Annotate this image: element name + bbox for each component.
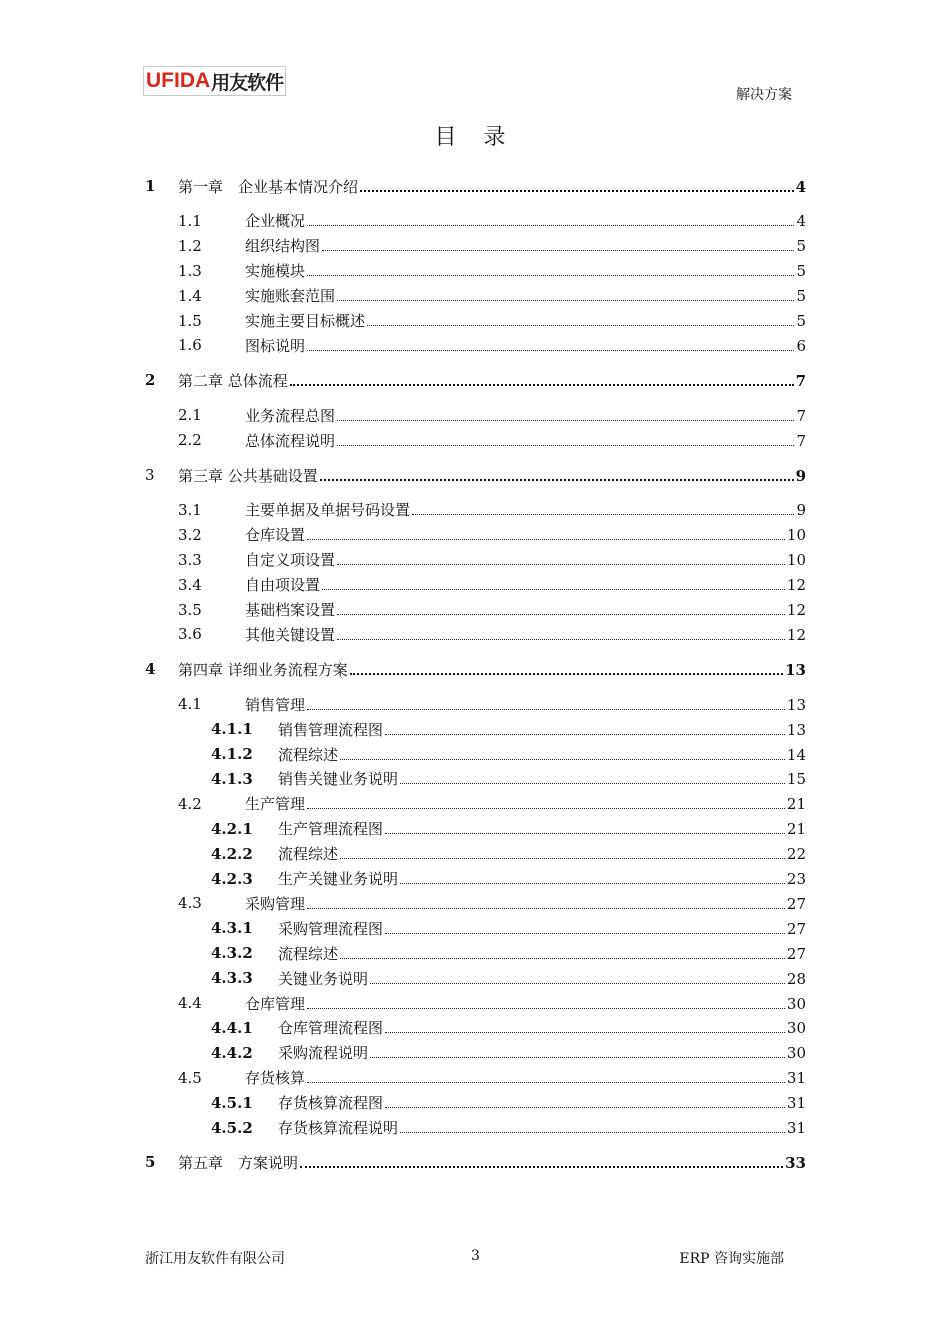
toc-leader-dots xyxy=(337,419,794,421)
toc-entry-title-line xyxy=(245,430,806,451)
toc-leader-dots xyxy=(337,613,785,615)
toc-leader-dots xyxy=(307,224,794,226)
toc-page-number: 6 xyxy=(796,336,806,355)
toc-leader-dots xyxy=(370,982,785,984)
toc-entry-title-line xyxy=(245,405,806,426)
toc-leader-dots xyxy=(337,299,794,301)
toc-leader-dots xyxy=(337,444,794,446)
toc-leader-dots xyxy=(290,383,794,386)
toc-entry-title: 流程综述 xyxy=(278,944,339,963)
toc-entry-row[interactable] xyxy=(145,966,806,990)
toc-page-number: 7 xyxy=(796,431,806,450)
toc-entry-title: 销售管理 xyxy=(245,695,306,714)
toc-entry-title: 仓库设置 xyxy=(245,526,306,545)
toc-entry-number: 3.6 xyxy=(178,625,202,644)
toc-page-number: 10 xyxy=(786,526,806,545)
toc-entry-title-line xyxy=(278,744,806,765)
footer-page-number: 3 xyxy=(471,1248,480,1264)
toc-entry-title-line xyxy=(245,993,806,1014)
toc-entry-title-line xyxy=(178,176,806,197)
toc-entry-row[interactable] xyxy=(145,284,806,308)
toc-entry-title-line xyxy=(245,549,806,570)
toc-entry-title-line xyxy=(245,893,806,914)
toc-entry-row[interactable] xyxy=(145,403,806,427)
toc-page-number: 7 xyxy=(795,371,806,390)
toc-entry-title: 实施模块 xyxy=(245,262,306,281)
toc-leader-dots xyxy=(307,708,785,710)
toc-entry-title: 组织结构图 xyxy=(245,237,321,256)
toc-entry-title: 流程综述 xyxy=(278,845,339,864)
toc-entry-number: 4.1 xyxy=(178,695,202,714)
toc-page-number: 31 xyxy=(786,1094,806,1113)
toc-entry-row[interactable] xyxy=(145,916,806,940)
page-title: 目 录 xyxy=(434,125,516,150)
toc-entry-title: 主要单据及单据号码设置 xyxy=(245,501,411,520)
toc-leader-dots xyxy=(337,563,785,565)
toc-leader-dots xyxy=(412,513,794,515)
toc-page-number: 27 xyxy=(786,919,806,938)
toc-entry-title-line xyxy=(245,210,806,231)
toc-entry-number: 1.1 xyxy=(178,211,202,230)
toc-entry-number: 4.1.2 xyxy=(211,745,253,763)
toc-entry-number: 4.1.3 xyxy=(211,769,253,788)
toc-entry-number: 2 xyxy=(145,371,156,390)
toc-entry-row[interactable] xyxy=(145,742,806,766)
toc-leader-dots xyxy=(400,1131,785,1133)
toc-entry-title-line xyxy=(278,818,806,839)
toc-entry-title-line xyxy=(278,1017,806,1038)
toc-entry-row[interactable] xyxy=(145,234,806,258)
toc-entry-row[interactable] xyxy=(145,1091,806,1115)
toc-entry-title-line xyxy=(245,285,806,306)
toc-page-number: 28 xyxy=(786,969,806,988)
toc-entry-title-line xyxy=(245,310,806,331)
toc-leader-dots xyxy=(385,733,785,735)
toc-leader-dots xyxy=(307,274,794,276)
toc-page-number: 31 xyxy=(786,1119,806,1137)
toc-page-number: 13 xyxy=(785,660,806,679)
toc-entry-title: 自定义项设置 xyxy=(245,551,336,570)
toc-entry-row[interactable] xyxy=(145,717,806,741)
toc-entry-title: 仓库管理 xyxy=(245,994,306,1013)
footer-department: ERP 咨询实施部 xyxy=(679,1251,784,1267)
toc-entry-title: 总体流程说明 xyxy=(245,431,336,450)
toc-entry-number: 4.4 xyxy=(178,994,202,1012)
toc-entry-title: 实施主要目标概述 xyxy=(245,312,366,330)
toc-page-number: 22 xyxy=(786,845,806,864)
toc-entry-title: 采购管理 xyxy=(245,894,306,913)
toc-page-number: 30 xyxy=(786,1044,806,1063)
toc-entry-row[interactable] xyxy=(145,767,806,791)
toc-entry-title-line xyxy=(178,465,806,486)
toc-leader-dots xyxy=(307,907,785,909)
toc-entry-number: 2.1 xyxy=(178,406,202,425)
toc-leader-dots xyxy=(320,478,794,481)
toc-entry-title: 第三章 公共基础设置 xyxy=(178,466,318,485)
toc-leader-dots xyxy=(300,1165,783,1168)
toc-page-number: 5 xyxy=(796,287,806,306)
toc-entry-title: 采购流程说明 xyxy=(278,1044,369,1063)
toc-entry-number: 1.6 xyxy=(178,336,202,355)
toc-page-number: 27 xyxy=(786,894,806,913)
toc-entry-title-line xyxy=(245,335,806,356)
toc-entry-number: 4.5.2 xyxy=(211,1118,253,1137)
toc-entry-number: 1.5 xyxy=(178,311,202,330)
toc-entry-title-line xyxy=(245,1067,806,1088)
toc-entry-row[interactable] xyxy=(145,309,806,333)
toc-entry-row[interactable] xyxy=(145,548,806,572)
toc-page-number: 4 xyxy=(795,177,806,196)
toc-entry-row[interactable] xyxy=(145,692,806,716)
toc-entry-number: 1.3 xyxy=(178,261,202,280)
toc-leader-dots xyxy=(385,932,785,934)
toc-entry-title: 存货核算 xyxy=(245,1069,306,1088)
toc-leader-dots xyxy=(385,832,785,834)
toc-entry-title-line xyxy=(245,624,806,645)
toc-entry-title: 流程综述 xyxy=(278,745,339,764)
toc-page-number: 14 xyxy=(786,745,806,764)
toc-entry-title: 其他关键设置 xyxy=(245,625,336,644)
toc-entry-title: 自由项设置 xyxy=(245,576,321,595)
toc-leader-dots xyxy=(385,1106,785,1108)
toc-entry-title-line xyxy=(278,943,806,964)
toc-entry-number: 3.5 xyxy=(178,600,202,619)
toc-page-number: 10 xyxy=(786,551,806,570)
toc-entry-number: 4.2 xyxy=(178,794,202,813)
header-doc-type: 解决方案 xyxy=(736,87,792,103)
toc-entry-title: 采购管理流程图 xyxy=(278,919,384,938)
toc-entry-title-line xyxy=(278,843,806,864)
toc-entry-title: 实施账套范围 xyxy=(245,287,336,306)
toc-entry-row[interactable] xyxy=(145,792,806,816)
toc-leader-dots xyxy=(307,1007,785,1009)
toc-entry-number: 4.2.1 xyxy=(211,819,253,838)
toc-entry-title-line xyxy=(245,694,806,715)
logo-chinese-text: 用友软件 xyxy=(211,71,284,94)
toc-leader-dots xyxy=(307,349,794,351)
toc-entry-title-line xyxy=(245,599,806,620)
toc-entry-title: 生产关键业务说明 xyxy=(278,870,399,888)
toc-page-number: 21 xyxy=(786,795,806,814)
toc-entry-number: 4.3.3 xyxy=(211,969,253,988)
toc-entry-title: 业务流程总图 xyxy=(245,406,336,425)
toc-entry-number: 3.1 xyxy=(178,500,202,519)
toc-entry-number: 5 xyxy=(145,1153,156,1172)
toc-page-number: 4 xyxy=(796,212,806,231)
toc-entry-title: 生产管理流程图 xyxy=(278,820,384,839)
toc-entry-title-line xyxy=(178,659,806,680)
toc-entry-title: 仓库管理流程图 xyxy=(278,1019,384,1038)
toc-entry-title-line xyxy=(278,1117,806,1138)
toc-entry-title-line xyxy=(245,499,806,520)
toc-entry-title-line xyxy=(278,719,806,740)
toc-entry-number: 1.2 xyxy=(178,236,202,255)
toc-entry-number: 3.3 xyxy=(178,550,202,569)
toc-leader-dots xyxy=(360,189,794,192)
toc-chapter-row[interactable] xyxy=(145,1150,806,1174)
toc-entry-row[interactable] xyxy=(145,867,806,891)
toc-entry-title: 第四章 详细业务流程方案 xyxy=(178,660,348,679)
toc-chapter-row[interactable] xyxy=(145,463,806,487)
toc-entry-title-line xyxy=(178,370,806,391)
toc-entry-number: 1.4 xyxy=(178,286,202,305)
toc-entry-row[interactable] xyxy=(145,428,806,452)
toc-entry-number: 3.2 xyxy=(178,525,202,544)
toc-page-number: 13 xyxy=(786,720,806,739)
toc-entry-row[interactable] xyxy=(145,1016,806,1040)
toc-leader-dots xyxy=(307,807,785,809)
toc-entry-row[interactable] xyxy=(145,498,806,522)
toc-page-number: 12 xyxy=(786,576,806,595)
toc-page-number: 9 xyxy=(795,466,806,485)
toc-entry-title-line xyxy=(245,793,806,814)
toc-entry-number: 4.3.1 xyxy=(211,919,253,938)
toc-page-number: 23 xyxy=(786,870,806,888)
toc-leader-dots xyxy=(340,857,785,859)
toc-leader-dots xyxy=(307,538,785,540)
toc-entry-number: 4 xyxy=(145,660,156,679)
toc-entry-title-line xyxy=(278,768,806,789)
toc-page-number: 9 xyxy=(796,501,806,520)
toc-entry-number: 4.4.1 xyxy=(211,1018,253,1037)
toc-entry-title: 销售关键业务说明 xyxy=(278,770,399,789)
toc-leader-dots xyxy=(340,957,785,959)
toc-entry-number: 4.5.1 xyxy=(211,1093,253,1112)
toc-page-number: 30 xyxy=(786,994,806,1013)
toc-entry-title: 图标说明 xyxy=(245,336,306,355)
toc-entry-row[interactable] xyxy=(145,622,806,646)
toc-leader-dots xyxy=(400,782,785,784)
toc-page-number: 7 xyxy=(796,406,806,425)
toc-page-number: 12 xyxy=(786,625,806,644)
toc-page-number: 5 xyxy=(796,237,806,256)
toc-leader-dots xyxy=(400,882,785,884)
toc-entry-title-line xyxy=(278,918,806,939)
toc-entry-number: 2.2 xyxy=(178,431,202,450)
toc-entry-row[interactable] xyxy=(145,817,806,841)
toc-entry-row[interactable] xyxy=(145,1066,806,1090)
toc-entry-number: 4.3.2 xyxy=(211,944,253,963)
toc-entry-number: 4.1.1 xyxy=(211,720,253,739)
toc-page-number: 33 xyxy=(785,1153,806,1172)
toc-entry-title: 关键业务说明 xyxy=(278,969,369,988)
ufida-logo xyxy=(143,66,286,96)
toc-page-number: 12 xyxy=(786,601,806,619)
toc-entry-row[interactable] xyxy=(145,1041,806,1065)
toc-leader-dots xyxy=(322,249,794,251)
toc-leader-dots xyxy=(322,588,785,590)
toc-entry-row[interactable] xyxy=(145,941,806,965)
toc-page-number: 30 xyxy=(786,1019,806,1038)
toc-entry-row[interactable] xyxy=(145,598,806,622)
toc-leader-dots xyxy=(350,672,783,675)
toc-entry-number: 4.2.3 xyxy=(211,869,253,888)
toc-entry-title: 第五章 方案说明 xyxy=(178,1153,299,1172)
footer-company: 浙江用友软件有限公司 xyxy=(145,1251,285,1267)
toc-entry-title-line xyxy=(245,260,806,281)
logo-latin-text: UFIDA xyxy=(146,69,211,92)
toc-entry-row[interactable] xyxy=(145,991,806,1015)
toc-entry-number: 4.4.2 xyxy=(211,1043,253,1062)
toc-leader-dots xyxy=(307,1081,785,1083)
toc-entry-row[interactable] xyxy=(145,523,806,547)
toc-entry-number: 4.3 xyxy=(178,894,202,913)
toc-entry-title-line xyxy=(245,574,806,595)
toc-entry-title: 生产管理 xyxy=(245,795,306,814)
toc-entry-title: 销售管理流程图 xyxy=(278,720,384,739)
toc-entry-title-line xyxy=(278,1092,806,1113)
toc-entry-title-line xyxy=(278,1042,806,1063)
toc-entry-number: 1 xyxy=(145,177,156,195)
toc-entry-number: 3 xyxy=(145,466,155,484)
toc-page-number: 21 xyxy=(786,820,806,839)
toc-entry-title: 存货核算流程图 xyxy=(278,1094,384,1113)
toc-entry-number: 4.5 xyxy=(178,1068,202,1087)
toc-page-number: 13 xyxy=(786,695,806,714)
toc-chapter-row[interactable] xyxy=(145,174,806,198)
toc-chapter-row[interactable] xyxy=(145,368,806,392)
toc-entry-row[interactable] xyxy=(145,573,806,597)
toc-entry-number: 3.4 xyxy=(178,575,202,594)
toc-entry-row[interactable] xyxy=(145,259,806,283)
toc-page-number: 15 xyxy=(786,770,806,789)
toc-leader-dots xyxy=(337,638,785,640)
toc-entry-row[interactable] xyxy=(145,209,806,233)
toc-entry-title: 企业概况 xyxy=(245,212,306,231)
toc-entry-row[interactable] xyxy=(145,333,806,357)
toc-entry-title-line xyxy=(245,235,806,256)
toc-entry-title-line xyxy=(178,1152,806,1173)
toc-entry-title-line xyxy=(278,968,806,989)
toc-entry-row[interactable] xyxy=(145,842,806,866)
toc-leader-dots xyxy=(340,758,785,760)
toc-entry-number: 4.2.2 xyxy=(211,844,253,863)
toc-entry-title-line xyxy=(245,524,806,545)
toc-entry-row[interactable] xyxy=(145,1116,806,1140)
toc-page-number: 27 xyxy=(786,944,806,963)
toc-entry-title: 第二章 总体流程 xyxy=(178,371,288,390)
toc-entry-title: 基础档案设置 xyxy=(245,601,336,619)
toc-entry-row[interactable] xyxy=(145,891,806,915)
toc-entry-title-line xyxy=(278,868,806,889)
toc-page-number: 5 xyxy=(796,262,806,281)
toc-leader-dots xyxy=(370,1056,785,1058)
toc-leader-dots xyxy=(367,324,794,326)
toc-entry-title: 第一章 企业基本情况介绍 xyxy=(178,177,359,196)
toc-page-number: 31 xyxy=(786,1069,806,1088)
toc-chapter-row[interactable] xyxy=(145,657,806,681)
toc-entry-title: 存货核算流程说明 xyxy=(278,1119,399,1137)
toc-leader-dots xyxy=(385,1031,785,1033)
toc-page-number: 5 xyxy=(796,312,806,330)
